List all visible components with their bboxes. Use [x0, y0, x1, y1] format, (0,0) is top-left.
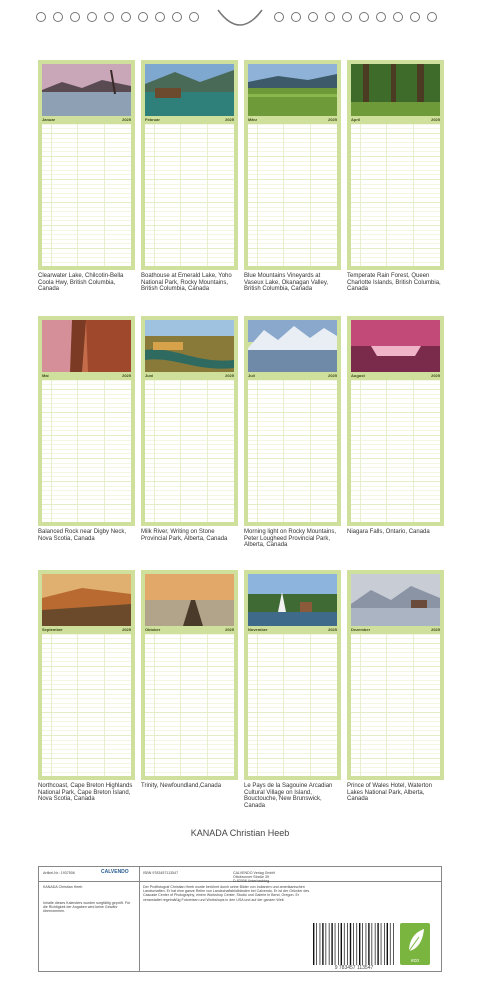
month-header: [248, 117, 337, 123]
binding-ring: [291, 12, 301, 22]
binding-ring: [70, 12, 80, 22]
binding-ring: [172, 12, 182, 22]
month-row-1: [38, 60, 444, 293]
binding-ring: [393, 12, 403, 22]
calendar-title: KANADA Christian Heeb: [190, 828, 290, 838]
photo-caption: Morning light on Rocky Mountains, Peter Lougheed Provincial Park, Alberta, Canada: [244, 529, 337, 549]
month-name: Dezember: [351, 627, 371, 632]
month-photo: [42, 574, 131, 626]
month-card-november: [244, 570, 341, 809]
binding-ring: [427, 12, 437, 22]
binding-ring: [308, 12, 318, 22]
eco-label: eco: [410, 957, 420, 964]
spiral-binding: [0, 0, 480, 36]
month-name: Januar: [42, 117, 56, 122]
planner-grid: [145, 634, 234, 776]
month-row-3: [38, 570, 444, 809]
month-card-maerz: [244, 60, 341, 293]
binding-ring: [53, 12, 63, 22]
month-frame: [38, 570, 135, 780]
month-photo: [42, 320, 131, 372]
month-photo: [248, 64, 337, 116]
photo-caption: Temperate Rain Forest, Queen Charlotte Islands, British Columbia, Canada: [347, 273, 441, 293]
month-frame: [244, 60, 341, 270]
publisher-line: Ottobrunner Straße 39: [233, 875, 269, 879]
binding-ring: [104, 12, 114, 22]
month-name: April: [351, 117, 361, 122]
month-card-juli: [244, 316, 341, 549]
binding-rings-left: [36, 12, 199, 22]
photo-caption: Clearwater Lake, Chilcotin-Bella Coola Hwy, British Columbia, Canada: [38, 273, 124, 293]
month-card-august: [347, 316, 444, 549]
binding-ring: [342, 12, 352, 22]
planner-grid: [351, 380, 440, 522]
photo-caption: Trinity, Newfoundland,Canada: [141, 783, 222, 789]
imprint-left-column: [39, 867, 140, 971]
month-header: [248, 627, 337, 633]
binding-ring: [359, 12, 369, 22]
binding-ring: [138, 12, 148, 22]
month-header: [145, 373, 234, 379]
binding-ring: [36, 12, 46, 22]
small-title: KANADA Christian Heeb: [43, 885, 83, 889]
month-name: August: [351, 373, 365, 378]
month-year: 2025: [431, 117, 440, 122]
month-year: 2025: [225, 627, 234, 632]
month-photo: [351, 64, 440, 116]
month-card-september: [38, 570, 135, 809]
planner-grid: [42, 634, 131, 776]
month-year: 2025: [328, 373, 337, 378]
month-photo: [351, 574, 440, 626]
month-card-mai: [38, 316, 135, 549]
barcode-number: 9 783457 113547: [334, 965, 374, 971]
month-year: 2025: [122, 627, 131, 632]
publisher-logo: CALVENDO: [101, 869, 129, 875]
binding-ring: [155, 12, 165, 22]
month-header: [351, 117, 440, 123]
photo-caption: Blue Mountains Vineyards at Vaseux Lake, Okanagan Valley, British Columbia, Canada: [244, 273, 329, 293]
isbn: ISBN 9783457113547: [143, 871, 179, 875]
hanger-notch: [216, 0, 264, 30]
legal-text: Inhalte dieses Kalenders wurden sorgfältig geprüft. Für die Richtigkeit der Angaben wird keine Gewähr übernommen.: [43, 901, 131, 914]
month-frame: [38, 316, 135, 526]
month-name: September: [42, 627, 63, 632]
month-name: November: [248, 627, 268, 632]
barcode: [311, 923, 397, 965]
photo-caption: Niagara Falls, Ontario, Canada: [347, 529, 430, 535]
photo-caption: Prince of Wales Hotel, Waterton Lakes National Park, Alberta, Canada: [347, 783, 432, 803]
planner-grid: [351, 634, 440, 776]
month-year: 2025: [431, 627, 440, 632]
planner-grid: [351, 124, 440, 266]
planner-grid: [248, 124, 337, 266]
month-header: [248, 373, 337, 379]
month-frame: [244, 316, 341, 526]
month-frame: [141, 570, 238, 780]
planner-grid: [248, 380, 337, 522]
month-year: 2025: [431, 373, 440, 378]
month-header: [351, 627, 440, 633]
binding-ring: [189, 12, 199, 22]
planner-grid: [42, 380, 131, 522]
planner-grid: [42, 124, 131, 266]
article-number: Artikel-Nr.: 1937506: [43, 871, 75, 875]
publisher-line: CALVENDO Verlag GmbH: [233, 871, 276, 875]
month-frame: [141, 316, 238, 526]
month-frame: [38, 60, 135, 270]
binding-ring: [325, 12, 335, 22]
month-card-juni: [141, 316, 238, 549]
binding-ring: [410, 12, 420, 22]
month-name: März: [248, 117, 258, 122]
month-card-februar: [141, 60, 238, 293]
author-text: Der Profifotograf Christian Heeb wurde berühmt durch seine Bilder von Indianern und amerikanischen Landschaften. Er hat eine ganze Reihe von Landschaftsbildbänden bei Calvendo. Er ist der Gründer des Cascade Center of Photography, einem Workshop Center, Studio und Galerie in Bend, Oregon. Er veranstaltet regelmäßig Fotoreisen und Workshops in den USA und auf der ganzen Welt.: [143, 885, 310, 902]
binding-ring: [121, 12, 131, 22]
photo-caption: Milk River, Writing on Stone Provincial Park, Alberta, Canada: [141, 529, 228, 542]
photo-caption: Northcoast, Cape Breton Highlands National Park, Cape Breton Island, Nova Scotia, Canada: [38, 783, 133, 803]
month-year: 2025: [225, 373, 234, 378]
month-photo: [145, 320, 234, 372]
month-header: [42, 627, 131, 633]
month-frame: [141, 60, 238, 270]
binding-ring: [376, 12, 386, 22]
month-header: [351, 373, 440, 379]
planner-grid: [248, 634, 337, 776]
month-name: Februar: [145, 117, 160, 122]
month-photo: [42, 64, 131, 116]
photo-caption: Balanced Rock near Digby Neck, Nova Scotia, Canada: [38, 529, 127, 542]
month-year: 2025: [122, 117, 131, 122]
month-frame: [347, 60, 444, 270]
month-name: Juli: [248, 373, 255, 378]
month-frame: [347, 316, 444, 526]
month-card-april: [347, 60, 444, 293]
month-frame: [347, 570, 444, 780]
month-photo: [248, 320, 337, 372]
month-photo: [351, 320, 440, 372]
month-photo: [248, 574, 337, 626]
month-photo: [145, 574, 234, 626]
photo-caption: Le Pays de la Sagouine Arcadian Cultural Village on Island, Bouctouche, New Brunswick, Canada: [244, 783, 333, 809]
month-photo: [145, 64, 234, 116]
binding-ring: [87, 12, 97, 22]
month-header: [42, 373, 131, 379]
month-header: [145, 117, 234, 123]
publisher-line: D-82008 Unterhaching: [233, 879, 270, 883]
eco-badge: [400, 923, 430, 965]
month-year: 2025: [122, 373, 131, 378]
month-card-januar: [38, 60, 135, 293]
imprint-box: [38, 866, 442, 972]
photo-caption: Boathouse at Emerald Lake, Yoho National Park, Rocky Mountains, British Columbia, Canada: [141, 273, 232, 293]
month-year: 2025: [225, 117, 234, 122]
imprint-middle-column: [139, 867, 241, 971]
binding-ring: [274, 12, 284, 22]
month-card-oktober: [141, 570, 238, 809]
month-name: Mai: [42, 373, 49, 378]
month-card-dezember: [347, 570, 444, 809]
month-year: 2025: [328, 117, 337, 122]
month-header: [42, 117, 131, 123]
planner-grid: [145, 124, 234, 266]
binding-rings-right: [274, 12, 437, 22]
month-year: 2025: [328, 627, 337, 632]
month-name: Oktober: [145, 627, 161, 632]
planner-grid: [145, 380, 234, 522]
month-header: [145, 627, 234, 633]
month-row-2: [38, 316, 444, 549]
month-frame: [244, 570, 341, 780]
month-name: Juni: [145, 373, 154, 378]
